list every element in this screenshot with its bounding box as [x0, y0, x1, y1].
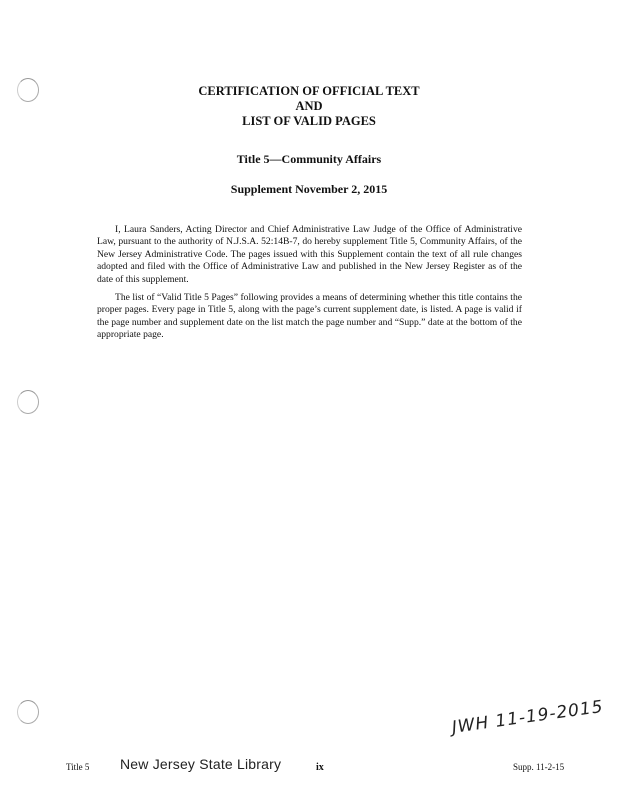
footer-supplement: Supp. 11-2-15: [513, 762, 565, 772]
binder-hole-middle: [17, 390, 39, 414]
valid-pages-paragraph: The list of “Valid Title 5 Pages” following provides a means of determining whether this title contains the proper pages. Every page in Title 5, along with the page’s current supplement date, is listed. A page is valid if the page number and supplement date on the list match the page number and “Supp.” date at the bottom of the appropriate page.: [97, 292, 522, 341]
heading-line-1: CERTIFICATION OF OFFICIAL TEXT: [198, 84, 420, 98]
certification-paragraph: I, Laura Sanders, Acting Director and Chief Administrative Law Judge of the Office of Administrative Law, pursuant to the authority of N.J.S.A. 52:14B-7, do hereby supplement Title 5, Community Affairs, of the New Jersey Administrative Code. The pages issued with this Supplement contain the text of all rule changes adopted and filed with the Office of Administrative Law and published in the New Jersey Register as of the date of this supplement.: [97, 224, 522, 285]
page-number: ix: [316, 762, 324, 773]
heading-line-2: AND: [295, 99, 323, 113]
handwritten-initials-date: JWH 11-19-2015: [450, 696, 605, 738]
heading-line-3: LIST OF VALID PAGES: [242, 114, 376, 128]
library-stamp: New Jersey State Library: [120, 756, 282, 772]
footer-title: Title 5: [66, 762, 90, 772]
title-subtitle: Title 5—Community Affairs: [236, 152, 382, 166]
binder-hole-bottom: [17, 700, 39, 724]
certification-heading: [0, 84, 618, 129]
supplement-date: Supplement November 2, 2015: [230, 182, 388, 196]
